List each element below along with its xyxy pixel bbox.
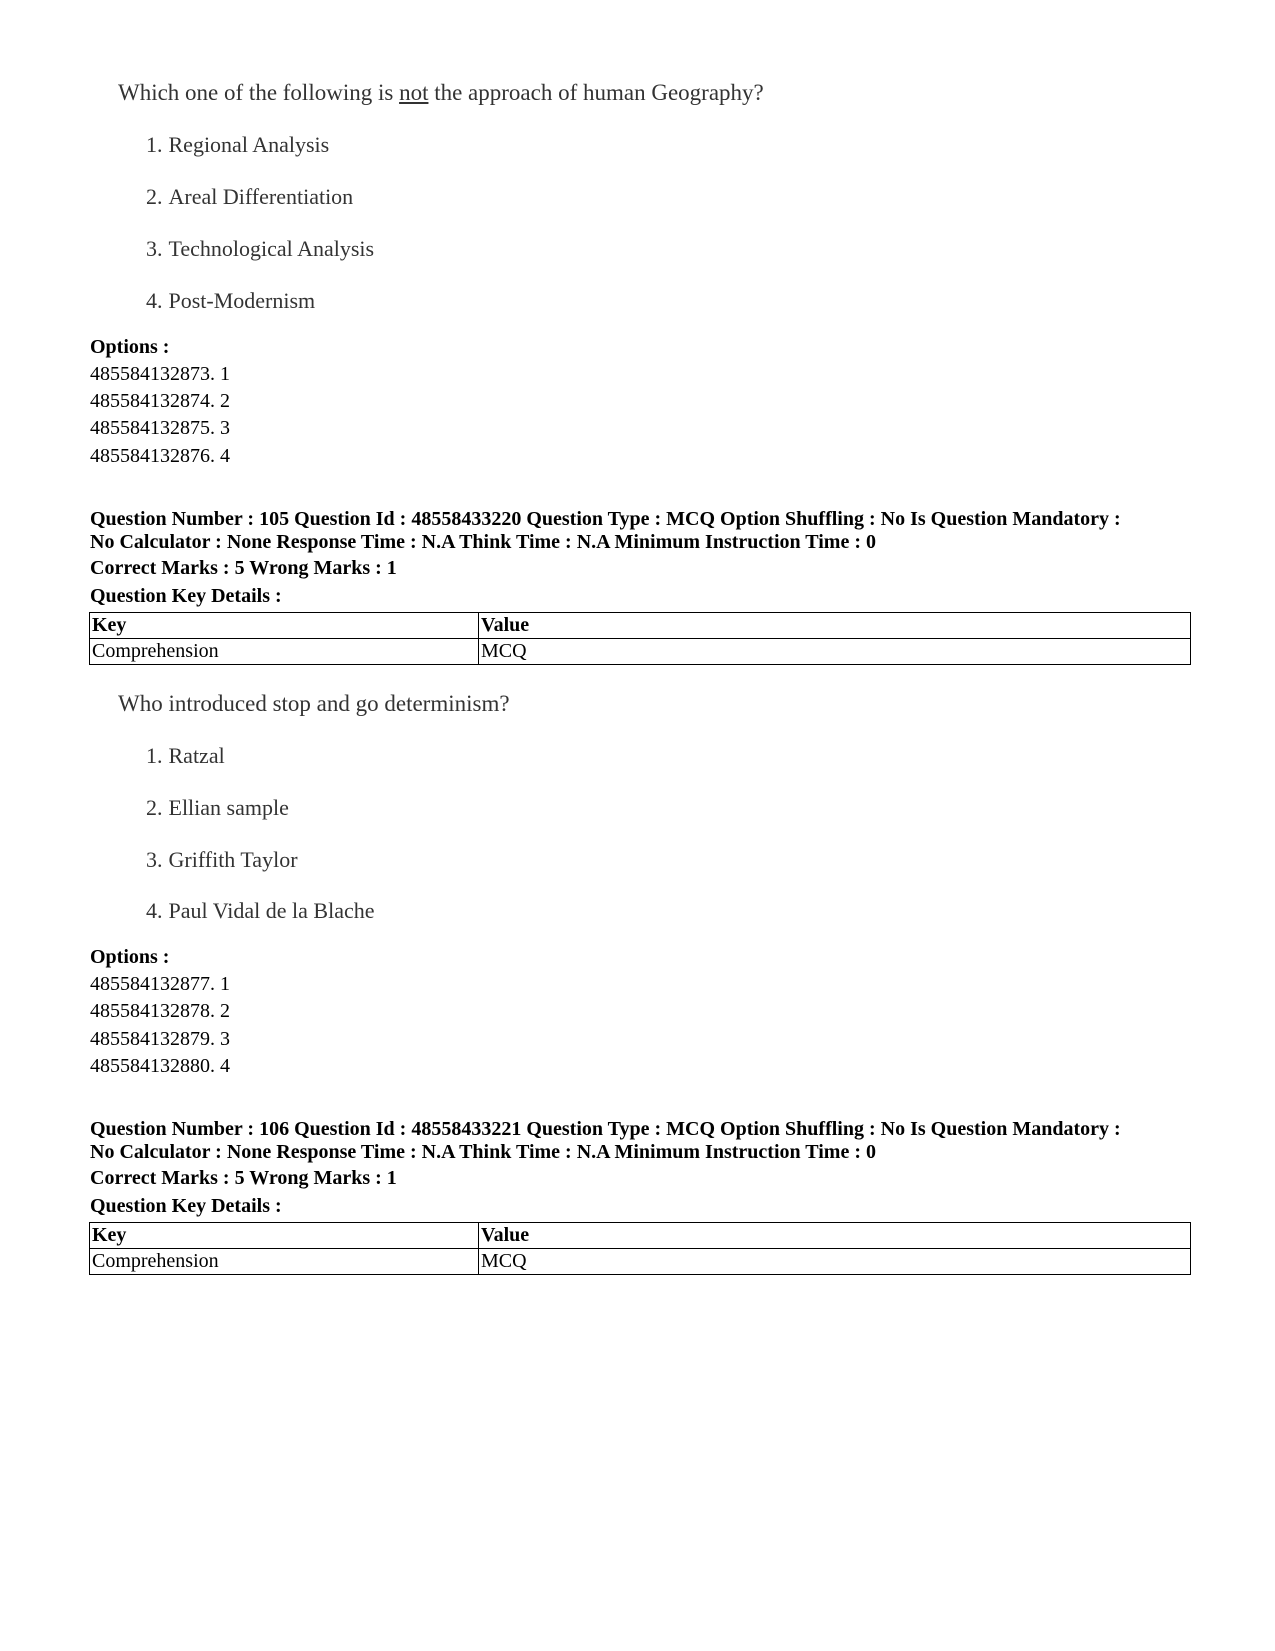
question-104-option-4: 485584132876. 4 bbox=[90, 445, 230, 467]
choice-text: Post-Modernism bbox=[168, 288, 316, 313]
choice-number: 4. bbox=[146, 898, 163, 923]
choice-text: Technological Analysis bbox=[168, 236, 375, 261]
question-104-options-label: Options : bbox=[90, 336, 170, 358]
question-105-stem: Who introduced stop and go determinism? bbox=[118, 691, 510, 716]
table-cell-key: Comprehension bbox=[90, 1249, 479, 1275]
question-104-option-1: 485584132873. 1 bbox=[90, 363, 230, 385]
question-105-options-label: Options : bbox=[90, 946, 170, 968]
choice-text: Paul Vidal de la Blache bbox=[168, 898, 375, 923]
question-105-key-table bbox=[89, 612, 1191, 665]
question-104-choice-1 bbox=[146, 132, 329, 158]
question-104-stem bbox=[118, 80, 764, 106]
table-header-value: Value bbox=[479, 1223, 1191, 1249]
choice-number: 2. bbox=[146, 795, 163, 820]
question-105-choice-1 bbox=[146, 743, 225, 769]
table-header-value: Value bbox=[479, 613, 1191, 639]
table-cell-value: MCQ bbox=[479, 639, 1191, 665]
choice-number: 4. bbox=[146, 288, 163, 313]
table-header-key: Key bbox=[90, 1223, 479, 1249]
question-105-option-1: 485584132877. 1 bbox=[90, 973, 230, 995]
question-105-meta bbox=[90, 508, 1190, 554]
question-105-meta-line1: Question Number : 105 Question Id : 48558433220 Question Type : MCQ Option Shuffling : No Is Question Mandatory : bbox=[90, 508, 1121, 530]
choice-text: Areal Differentiation bbox=[168, 184, 354, 209]
question-106-meta-line1: Question Number : 106 Question Id : 48558433221 Question Type : MCQ Option Shuffling : No Is Question Mandatory : bbox=[90, 1118, 1121, 1140]
choice-text: Ratzal bbox=[168, 743, 225, 768]
question-105-option-2: 485584132878. 2 bbox=[90, 1000, 230, 1022]
table-row bbox=[90, 1249, 1191, 1275]
choice-number: 3. bbox=[146, 847, 163, 872]
table-header-row bbox=[90, 1223, 1191, 1249]
choice-number: 2. bbox=[146, 184, 163, 209]
question-105-option-3: 485584132879. 3 bbox=[90, 1028, 230, 1050]
question-104-option-2: 485584132874. 2 bbox=[90, 390, 230, 412]
question-104-choice-2 bbox=[146, 184, 353, 210]
choice-text: Griffith Taylor bbox=[168, 847, 298, 872]
question-104-stem-after: the approach of human Geography? bbox=[428, 80, 764, 105]
table-row bbox=[90, 639, 1191, 665]
question-104-choice-4 bbox=[146, 288, 315, 314]
question-106-key-table bbox=[89, 1222, 1191, 1275]
question-105-choice-3 bbox=[146, 847, 298, 873]
choice-text: Regional Analysis bbox=[168, 132, 330, 157]
table-header-key: Key bbox=[90, 613, 479, 639]
question-106-meta bbox=[90, 1118, 1190, 1164]
choice-text: Ellian sample bbox=[168, 795, 289, 820]
choice-number: 1. bbox=[146, 132, 163, 157]
question-105-meta-line2: No Calculator : None Response Time : N.A Think Time : N.A Minimum Instruction Time : 0 bbox=[90, 531, 876, 553]
question-105-choice-2 bbox=[146, 795, 289, 821]
question-104-option-3: 485584132875. 3 bbox=[90, 417, 230, 439]
choice-number: 3. bbox=[146, 236, 163, 261]
question-105-choice-4 bbox=[146, 898, 375, 924]
question-105-marks: Correct Marks : 5 Wrong Marks : 1 bbox=[90, 557, 397, 579]
question-105-key-details-label: Question Key Details : bbox=[90, 585, 282, 607]
question-105-option-4: 485584132880. 4 bbox=[90, 1055, 230, 1077]
question-104-stem-before: Which one of the following is bbox=[118, 80, 400, 105]
question-104-choice-3 bbox=[146, 236, 374, 262]
choice-number: 1. bbox=[146, 743, 163, 768]
question-106-meta-line2: No Calculator : None Response Time : N.A Think Time : N.A Minimum Instruction Time : 0 bbox=[90, 1141, 876, 1163]
table-cell-key: Comprehension bbox=[90, 639, 479, 665]
question-104-stem-underlined: not bbox=[399, 80, 429, 105]
table-cell-value: MCQ bbox=[479, 1249, 1191, 1275]
question-106-marks: Correct Marks : 5 Wrong Marks : 1 bbox=[90, 1167, 397, 1189]
table-header-row bbox=[90, 613, 1191, 639]
question-106-key-details-label: Question Key Details : bbox=[90, 1195, 282, 1217]
